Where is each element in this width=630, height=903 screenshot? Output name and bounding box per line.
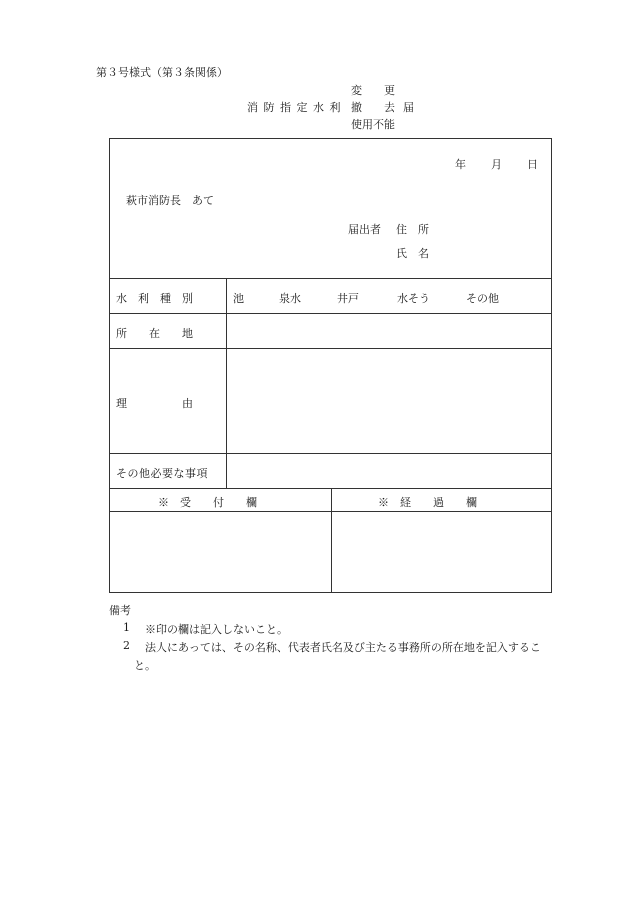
note-1-text: ※印の欄は記入しないこと。 [145,623,288,636]
title-prefix: 消 防 指 定 水 利 [247,101,342,114]
notifier-label: 届出者 [348,223,381,236]
title-suffix: 届 [403,101,414,114]
other-items-label: その他必要な事項 [116,467,208,480]
divider-location [110,348,551,349]
date-year: 年 [455,158,466,171]
divider-water-type [110,313,551,314]
location-label: 所 在 地 [116,327,193,340]
address-label: 住 所 [396,223,429,236]
notes-title: 備考 [109,604,131,617]
note-1-number: 1 [123,621,130,634]
title-option-withdraw: 撤 去 [351,101,395,114]
water-type-spring: 泉水 [279,292,301,305]
reception-column-header: ※ 受 付 欄 [158,496,257,509]
water-type-pond: 池 [233,292,244,305]
water-type-other: その他 [466,292,499,305]
water-type-well: 井戸 [337,292,359,305]
water-type-tank: 水そう [397,292,430,305]
progress-column-header: ※ 経 過 欄 [378,496,477,509]
notification-form [109,138,552,593]
date-month: 月 [491,158,502,171]
note-2-number: 2 [123,639,130,652]
date-day: 日 [527,158,538,171]
water-type-label: 水 利 種 別 [116,292,193,305]
name-label: 氏 名 [396,247,429,260]
reason-label: 理 由 [116,397,193,410]
note-2-continuation: と。 [134,659,156,672]
divider-reason [110,453,551,454]
divider-label-column [226,278,227,488]
title-option-unusable: 使用不能 [351,118,395,131]
divider-header [110,278,551,279]
title-option-change: 変 更 [351,84,395,97]
addressee: 萩市消防長 あて [126,194,214,207]
note-2-text: 法人にあっては、その名称、代表者氏名及び主たる事務所の所在地を記入するこ [145,641,541,654]
divider-office-column [331,488,332,593]
form-number: 第３号様式（第３条関係） [96,66,228,79]
